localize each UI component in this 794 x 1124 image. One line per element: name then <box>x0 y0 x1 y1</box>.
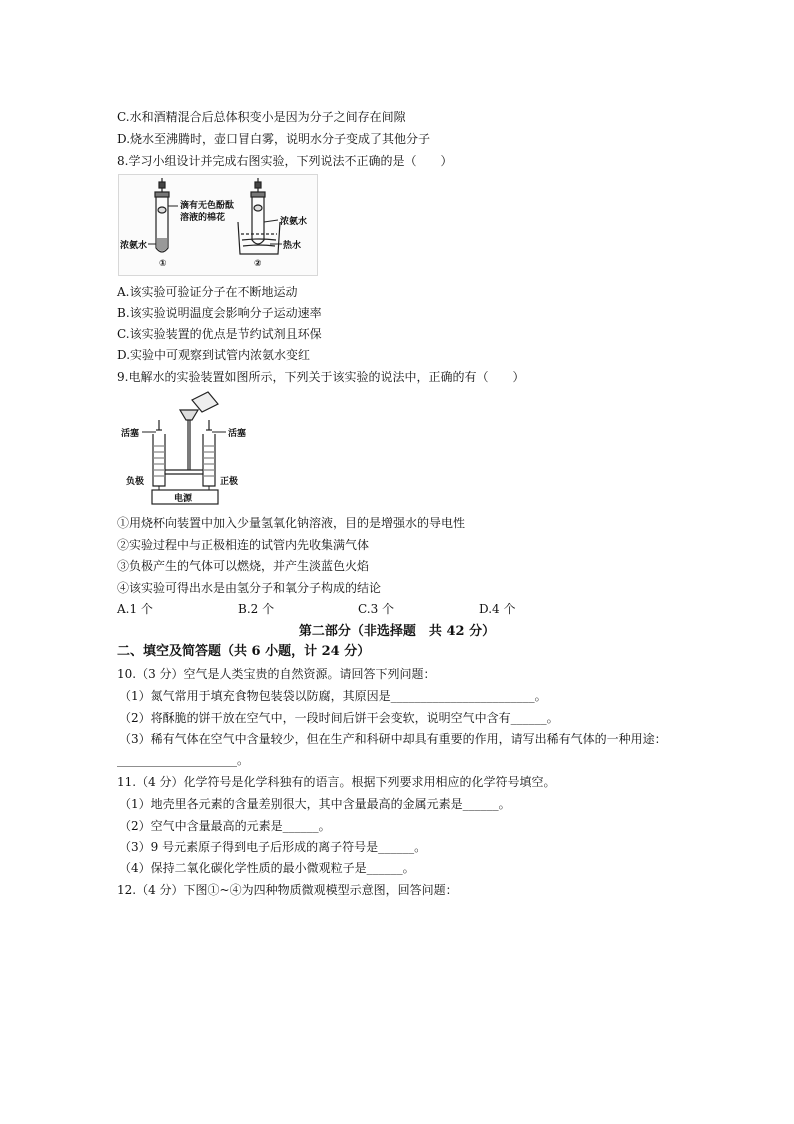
electrode-tube-right <box>203 420 215 486</box>
label-valve-right: 活塞 <box>228 429 247 439</box>
q9-option-b: B.2 个 <box>238 602 275 616</box>
q8-option-c: C.该实验装置的优点是节约试剂且环保 <box>117 327 322 341</box>
label-ammonia-right: 浓氨水 <box>280 217 308 227</box>
label-num2: ② <box>254 259 262 269</box>
q11-part-2: （2）空气中含量最高的元素是______。 <box>119 819 331 833</box>
q8-stem: 8.学习小组设计并完成右图实验，下列说法不正确的是（ ） <box>117 154 453 168</box>
q10-part-3-blank: ____________________。 <box>117 753 250 767</box>
q8-option-b: B.该实验说明温度会影响分子运动速率 <box>117 306 322 320</box>
q8-figure <box>118 174 318 276</box>
q9-figure <box>118 390 268 508</box>
label-negative: 负极 <box>126 477 145 487</box>
q10-part-2: （2）将酥脆的饼干放在空气中，一段时间后饼干会变软，说明空气中含有______。 <box>119 711 559 725</box>
q9-option-a: A.1 个 <box>117 602 153 616</box>
q9-statement-4: ④该实验可得出水是由氢分子和氧分子构成的结论 <box>117 581 382 595</box>
q7-option-c: C.水和酒精混合后总体积变小是因为分子之间存在间隙 <box>117 110 406 124</box>
part2-heading: 二、填空及简答题（共 6 小题，计 24 分） <box>117 644 371 659</box>
q9-statement-1: ①用烧杯向装置中加入少量氢氧化钠溶液，目的是增强水的导电性 <box>117 516 466 530</box>
q10-stem: 10.（3 分）空气是人类宝贵的自然资源。请回答下列问题： <box>117 667 436 681</box>
q7-option-d: D.烧水至沸腾时，壶口冒白雾，说明水分子变成了其他分子 <box>117 132 431 146</box>
label-hot-water: 热水 <box>283 241 302 251</box>
q9-option-d: D.4 个 <box>479 602 516 616</box>
q9-statement-2: ②实验过程中与正极相连的试管内先收集满气体 <box>117 538 370 552</box>
q8-option-d: D.实验中可观察到试管内浓氨水变红 <box>117 348 311 362</box>
q10-part-3: （3）稀有气体在空气中含量较少，但在生产和科研中却具有重要的作用，请写出稀有气体的一种用途： <box>119 732 667 746</box>
q11-part-4: （4）保持二氧化碳化学性质的最小微观粒子是______。 <box>119 861 415 875</box>
label-positive: 正极 <box>220 477 239 487</box>
q11-stem: 11.（4 分）化学符号是化学科独有的语言。根据下列要求用相应的化学符号填空。 <box>117 775 556 789</box>
label-valve-left: 活塞 <box>121 429 140 439</box>
q12-stem: 12.（4 分）下图①~④为四种物质微观模型示意图，回答问题： <box>117 883 458 897</box>
label-cotton: 滴有无色酚酞 <box>180 201 235 211</box>
label-cotton-2: 溶液的棉花 <box>180 213 226 223</box>
label-ammonia-left: 浓氨水 <box>120 241 148 251</box>
q10-part-1: （1）氮气常用于填充食物包装袋以防腐，其原因是________________________。 <box>119 689 547 703</box>
q9-stem: 9.电解水的实验装置如图所示，下列关于该实验的说法中，正确的有（ ） <box>117 370 525 384</box>
q11-part-1: （1）地壳里各元素的含量差别很大，其中含量最高的金属元素是______。 <box>119 797 511 811</box>
q9-statement-3: ③负极产生的气体可以燃烧，并产生淡蓝色火焰 <box>117 559 370 573</box>
q8-option-a: A.该实验可验证分子在不断地运动 <box>117 285 298 299</box>
electrode-tube-left <box>153 420 165 486</box>
q11-part-3: （3）9 号元素原子得到电子后形成的离子符号是______。 <box>119 840 427 854</box>
part2-title: 第二部分（非选择题 共 42 分） <box>298 624 496 639</box>
label-num1: ① <box>159 259 167 269</box>
label-power: 电源 <box>174 494 193 504</box>
q9-option-c: C.3 个 <box>358 602 395 616</box>
